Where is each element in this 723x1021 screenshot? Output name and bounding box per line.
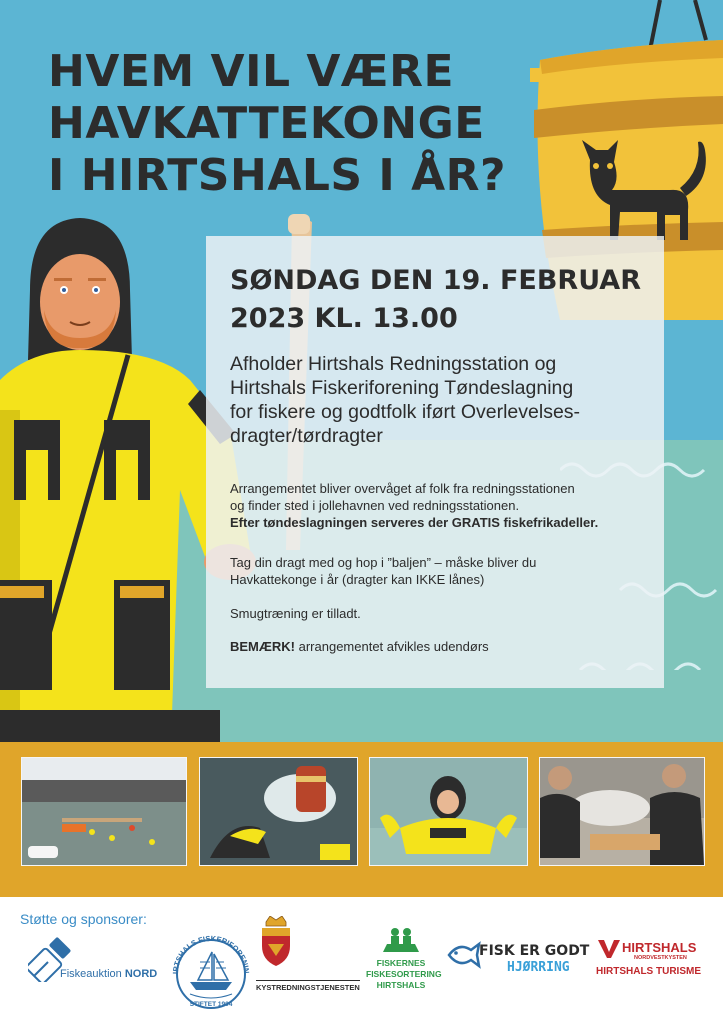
photo-cooking	[539, 757, 705, 866]
photo-swimmer	[369, 757, 528, 866]
intro-line: Hirtshals Fiskeriforening Tøndeslagning	[230, 377, 574, 399]
hirtshals-turisme-text: HIRTSHALS TURISME	[596, 966, 701, 977]
headline	[48, 46, 608, 202]
hjorring-text: HJØRRING	[507, 960, 570, 975]
details-paragraph	[230, 605, 660, 622]
notice-paragraph	[230, 638, 660, 655]
details-paragraph	[230, 480, 660, 531]
nordvestkysten-text: NORDVESTKYSTEN	[634, 955, 687, 961]
fiskesortering-line: FISKESORTERING	[366, 969, 442, 979]
fishermen-icon	[381, 924, 421, 954]
logo-fisk-er-godt	[445, 930, 590, 1010]
fiskeriforening-founded: STIFTET 1904	[189, 1001, 233, 1008]
logo-kystredningstjenesten	[256, 930, 360, 1010]
notice-label: BEMÆRK!	[230, 639, 295, 654]
boat-icon	[168, 930, 254, 1010]
photo-harbor	[21, 757, 187, 866]
details-line: Tag din dragt med og hop i ”baljen” – måske bliver du	[230, 555, 537, 570]
hirtshals-text: HIRTSHALS	[622, 940, 697, 955]
intro-line: Afholder Hirtshals Redningsstation og	[230, 353, 557, 375]
event-date-line: 2023 KL. 13.00	[230, 303, 458, 334]
logo-fiskesortering	[366, 930, 442, 1010]
details-line: Arrangementet bliver overvåget af folk fra redningsstationen	[230, 481, 575, 496]
headline-line: I HIRTSHALS I ÅR?	[48, 150, 507, 201]
headline-line: HAVKATTEKONGE	[48, 98, 485, 149]
details-line: og finder sted i jollehavnen ved redningsstationen.	[230, 498, 520, 513]
fiskeauktion-name: Fiskeauktion	[60, 968, 122, 980]
event-date	[230, 262, 660, 338]
headline-line: HVEM VIL VÆRE	[48, 46, 455, 97]
photo-barrel-splash	[199, 757, 358, 866]
logo-hirtshals-turisme	[594, 930, 714, 1010]
event-date-line: SØNDAG DEN 19. FEBRUAR	[230, 265, 641, 296]
fish-icon	[445, 940, 481, 970]
logo-fiskeauktion-nord	[22, 930, 162, 1010]
intro-line: for fiskere og godtfolk iført Overlevelses-	[230, 401, 581, 423]
fiskesortering-line: FISKERNES	[376, 958, 426, 968]
intro-line: dragter/tørdragter	[230, 425, 383, 447]
kystredning-name: KYSTREDNINGSTJENESTEN	[256, 983, 360, 992]
notice-text: arrangementet afvikles udendørs	[295, 639, 489, 654]
details-line: Smugtræning er tilladt.	[230, 606, 361, 621]
sponsor-label: Støtte og sponsorer:	[20, 911, 147, 927]
details-paragraph	[230, 554, 660, 588]
heart-v-icon	[596, 938, 622, 960]
details-line: Havkattekonge i år (dragter kan IKKE lånes)	[230, 572, 485, 587]
intro-text	[230, 352, 660, 448]
logo-hirtshals-fiskeriforening	[168, 930, 254, 1010]
fiskesortering-line: HIRTSHALS	[376, 980, 426, 990]
details-line-bold: Efter tøndeslagningen serveres der GRATIS fiskefrikadeller.	[230, 515, 599, 530]
crown-shield-icon	[256, 916, 296, 968]
fiskeauktion-nord: NORD	[124, 968, 158, 980]
fisk-er-godt-text: FISK ER GODT	[479, 943, 590, 959]
fiskeriforening-arc-text: IRTSHALS FISKERIFORENIN	[170, 933, 252, 975]
